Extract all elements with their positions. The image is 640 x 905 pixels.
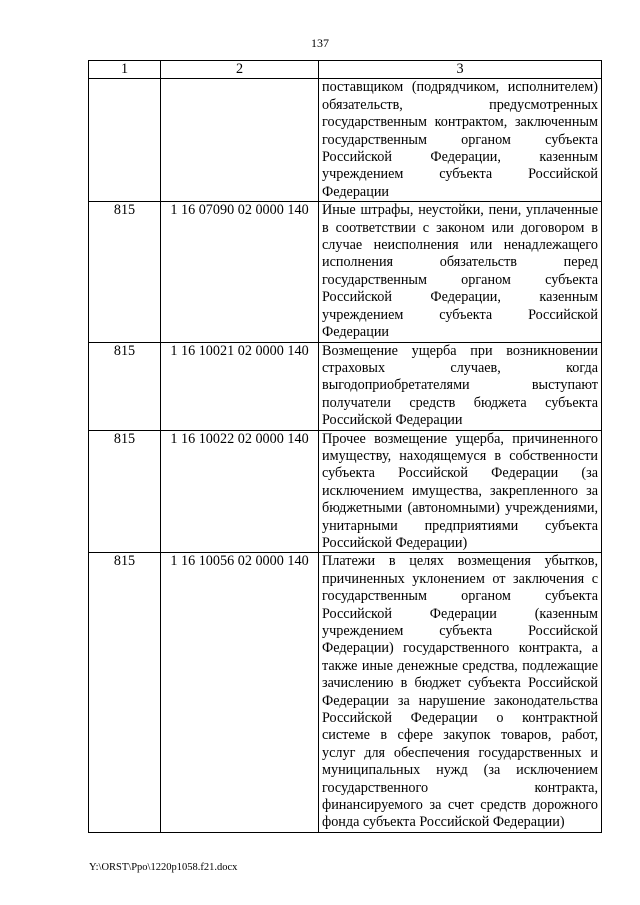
description-cell: Возмещение ущерба при возникновении страховых случаев, когда выгодоприобретателями выступают получатели средств бюджета субъекта Российской Федерации [319,342,602,430]
revenue-code-cell [161,79,319,202]
revenue-code-cell: 1 16 10021 02 0000 140 [161,342,319,430]
admin-code-cell: 815 [89,202,161,342]
table-header-row [89,61,602,79]
table-row [89,79,602,202]
document-file-path: Y:\ORST\Ppo\1220p1058.f21.docx [89,862,238,873]
column-header-2: 2 [161,61,319,79]
table-row [89,553,602,833]
revenue-code-cell: 1 16 07090 02 0000 140 [161,202,319,342]
description-cell: Платежи в целях возмещения убытков, причиненных уклонением от заключения с государственным органом субъекта Российской Федерации (казенным учреждением субъекта Российской Федерации) государственного контракта, а также иные денежные средства, подлежащие зачислению в бюджет субъекта Российской Федерации за нарушение законодательства Российской Федерации о контрактной системе в сфере закупок товаров, работ, услуг для обеспечения государственных и муниципальных нужд (за исключением государственного контракта, финансируемого за счет средств дорожного фонда субъекта Российской Федерации) [319,553,602,833]
column-header-1: 1 [89,61,161,79]
table-row [89,430,602,553]
revenue-codes-table [88,60,602,833]
revenue-code-cell: 1 16 10022 02 0000 140 [161,430,319,553]
table-row [89,342,602,430]
admin-code-cell [89,79,161,202]
page-number: 137 [311,36,329,50]
column-header-3: 3 [319,61,602,79]
revenue-code-cell: 1 16 10056 02 0000 140 [161,553,319,833]
admin-code-cell: 815 [89,342,161,430]
description-cell: Иные штрафы, неустойки, пени, уплаченные в соответствии с законом или договором в случае неисполнения или ненадлежащего исполнения обязательств перед государственным органом субъекта Российской Федерации, казенным учреждением субъекта Российской Федерации [319,202,602,342]
admin-code-cell: 815 [89,430,161,553]
admin-code-cell: 815 [89,553,161,833]
description-cell: поставщиком (подрядчиком, исполнителем) обязательств, предусмотренных государственным контрактом, заключенным государственным органом субъекта Российской Федерации, казенным учреждением субъекта Российской Федерации [319,79,602,202]
table-row [89,202,602,342]
description-cell: Прочее возмещение ущерба, причиненного имуществу, находящемуся в собственности субъекта Российской Федерации (за исключением имущества, закрепленного за бюджетными (автономными) учреждениями, унитарными предприятиями субъекта Российской Федерации) [319,430,602,553]
